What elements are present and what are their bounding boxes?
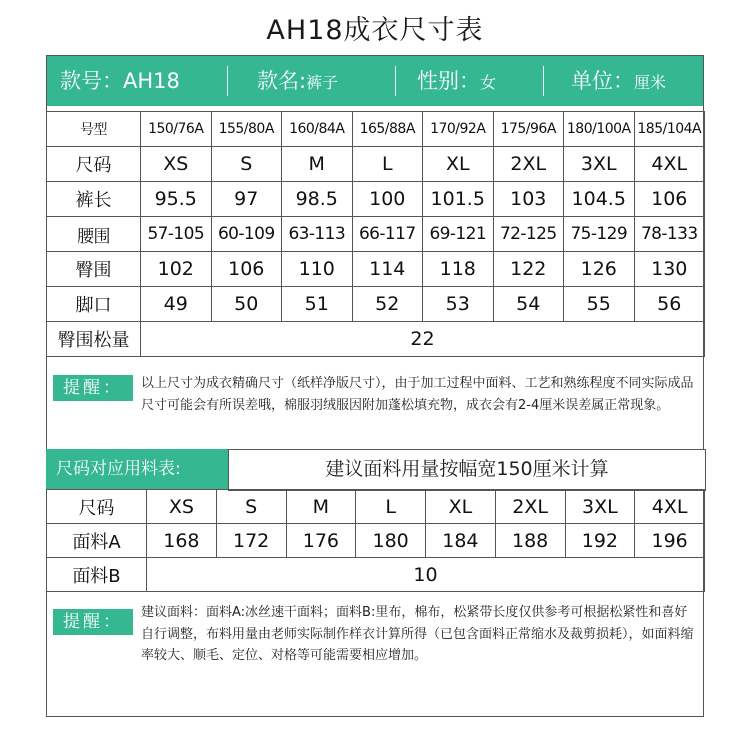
cell-leg-opening: 52 — [352, 287, 423, 322]
cell-size: S — [216, 490, 286, 524]
cell-length: 95.5 — [141, 182, 212, 217]
table-row — [47, 252, 705, 287]
cell-model: 150/76A — [141, 112, 212, 147]
style-number: 款号：AH18 — [60, 69, 180, 93]
cell-waist: 60-109 — [211, 217, 282, 252]
gender — [417, 56, 496, 106]
row-label-fabric-a: 面料A — [47, 524, 147, 558]
unit-value: 厘米 — [634, 73, 667, 92]
cell-fabric-a: 176 — [286, 524, 356, 558]
cell-size: L — [352, 147, 423, 182]
cell-leg-opening: 50 — [211, 287, 282, 322]
row-label-fabric-b: 面料B — [47, 558, 147, 592]
cell-fabric-a: 188 — [495, 524, 565, 558]
row-label-size: 尺码 — [47, 490, 147, 524]
row-label-leg-opening: 脚口 — [47, 287, 141, 322]
cell-hip: 118 — [423, 252, 494, 287]
cell-hip: 110 — [282, 252, 353, 287]
cell-waist: 69-121 — [423, 217, 494, 252]
fabric-section-label: 尺码对应用料表: — [56, 459, 181, 479]
table-row — [47, 524, 705, 558]
reminder-text: 建议面料：面料A:冰丝速干面料；面料B:里布，棉布，松紧带长度仅供参考可根据松紧性和喜好自行调整，布料用量由老师实际制作样衣计算所得（已包含面料正常缩水及裁剪损耗），如面料缩率较大、顺毛、定位、对格等可能需要相应增加。 — [141, 605, 694, 663]
cell-size: L — [356, 490, 426, 524]
cell-fabric-a: 196 — [635, 524, 705, 558]
cell-model: 175/96A — [493, 112, 564, 147]
cell-length: 101.5 — [423, 182, 494, 217]
cell-leg-opening: 53 — [423, 287, 494, 322]
table-row — [47, 147, 705, 182]
cell-hip: 126 — [564, 252, 635, 287]
product-name-value: 裤子 — [306, 73, 339, 92]
cell-size: 4XL — [635, 490, 705, 524]
page-title: AH18成衣尺寸表 — [266, 15, 484, 46]
cell-length: 104.5 — [564, 182, 635, 217]
table-row — [47, 558, 705, 592]
table-row — [47, 287, 705, 322]
cell-model: 170/92A — [423, 112, 494, 147]
fabric-section-bar — [46, 449, 704, 489]
reminder-text: 以上尺寸为成衣精确尺寸（纸样净版尺寸），由于加工过程中面料、工艺和熟练程度不同实际成品尺寸可能会有所误差哦，棉服羽绒服因附加蓬松填充物，成衣会有2-4厘米误差属正常现象。 — [141, 376, 694, 413]
header-divider — [395, 66, 396, 96]
row-label-hip-ease: 臀围松量 — [47, 322, 141, 357]
cell-waist: 66-117 — [352, 217, 423, 252]
cell-waist: 78-133 — [634, 217, 705, 252]
row-label-hip: 臀围 — [47, 252, 141, 287]
cell-size: 3XL — [565, 490, 635, 524]
unit — [571, 56, 666, 106]
header-divider — [543, 66, 544, 96]
cell-model: 185/104A — [634, 112, 705, 147]
cell-leg-opening: 55 — [564, 287, 635, 322]
cell-model: 180/100A — [564, 112, 635, 147]
table-row — [47, 490, 705, 524]
row-label-size: 尺码 — [47, 147, 141, 182]
cell-leg-opening: 54 — [493, 287, 564, 322]
reminder-button: 提醒： — [53, 375, 133, 401]
cell-waist: 63-113 — [282, 217, 353, 252]
cell-size: 4XL — [634, 147, 705, 182]
row-label-model: 号型 — [47, 112, 141, 147]
cell-waist: 72-125 — [493, 217, 564, 252]
fabric-width-note: 建议面料用量按幅宽150厘米计算 — [228, 449, 706, 491]
cell-hip: 122 — [493, 252, 564, 287]
product-name — [257, 56, 338, 106]
cell-model: 155/80A — [211, 112, 282, 147]
cell-model: 160/84A — [282, 112, 353, 147]
cell-size: XL — [423, 147, 494, 182]
cell-hip: 106 — [211, 252, 282, 287]
cell-hip: 130 — [634, 252, 705, 287]
cell-fabric-a: 192 — [565, 524, 635, 558]
cell-leg-opening: 51 — [282, 287, 353, 322]
cell-fabric-a: 184 — [426, 524, 496, 558]
cell-size: 3XL — [564, 147, 635, 182]
cell-length: 100 — [352, 182, 423, 217]
header-divider — [227, 66, 228, 96]
cell-hip-ease: 22 — [141, 322, 705, 357]
product-header-bar — [47, 56, 703, 106]
cell-fabric-a: 168 — [147, 524, 217, 558]
unit-label: 单位： — [571, 69, 634, 93]
cell-length: 106 — [634, 182, 705, 217]
table-row — [47, 182, 705, 217]
row-label-length: 裤长 — [47, 182, 141, 217]
cell-size: 2XL — [495, 490, 565, 524]
cell-length: 103 — [493, 182, 564, 217]
cell-hip: 102 — [141, 252, 212, 287]
row-label-waist: 腰围 — [47, 217, 141, 252]
cell-waist: 75-129 — [564, 217, 635, 252]
cell-fabric-b: 10 — [147, 558, 705, 592]
cell-leg-opening: 56 — [634, 287, 705, 322]
cell-length: 97 — [211, 182, 282, 217]
cell-size: M — [282, 147, 353, 182]
cell-length: 98.5 — [282, 182, 353, 217]
product-name-label: 款名: — [257, 69, 307, 93]
cell-fabric-a: 172 — [216, 524, 286, 558]
size-table — [46, 111, 705, 357]
cell-size: M — [286, 490, 356, 524]
table-row — [47, 112, 705, 147]
cell-size: 2XL — [493, 147, 564, 182]
fabric-table — [46, 489, 705, 592]
gender-label: 性别： — [417, 69, 480, 93]
cell-waist: 57-105 — [141, 217, 212, 252]
cell-model: 165/88A — [352, 112, 423, 147]
cell-size: XS — [147, 490, 217, 524]
reminder-button: 提醒： — [53, 609, 133, 635]
cell-size: XS — [141, 147, 212, 182]
cell-fabric-a: 180 — [356, 524, 426, 558]
cell-leg-opening: 49 — [141, 287, 212, 322]
table-row — [47, 217, 705, 252]
cell-size: XL — [426, 490, 496, 524]
table-row — [47, 322, 705, 357]
gender-value: 女 — [480, 73, 497, 92]
cell-size: S — [211, 147, 282, 182]
cell-hip: 114 — [352, 252, 423, 287]
